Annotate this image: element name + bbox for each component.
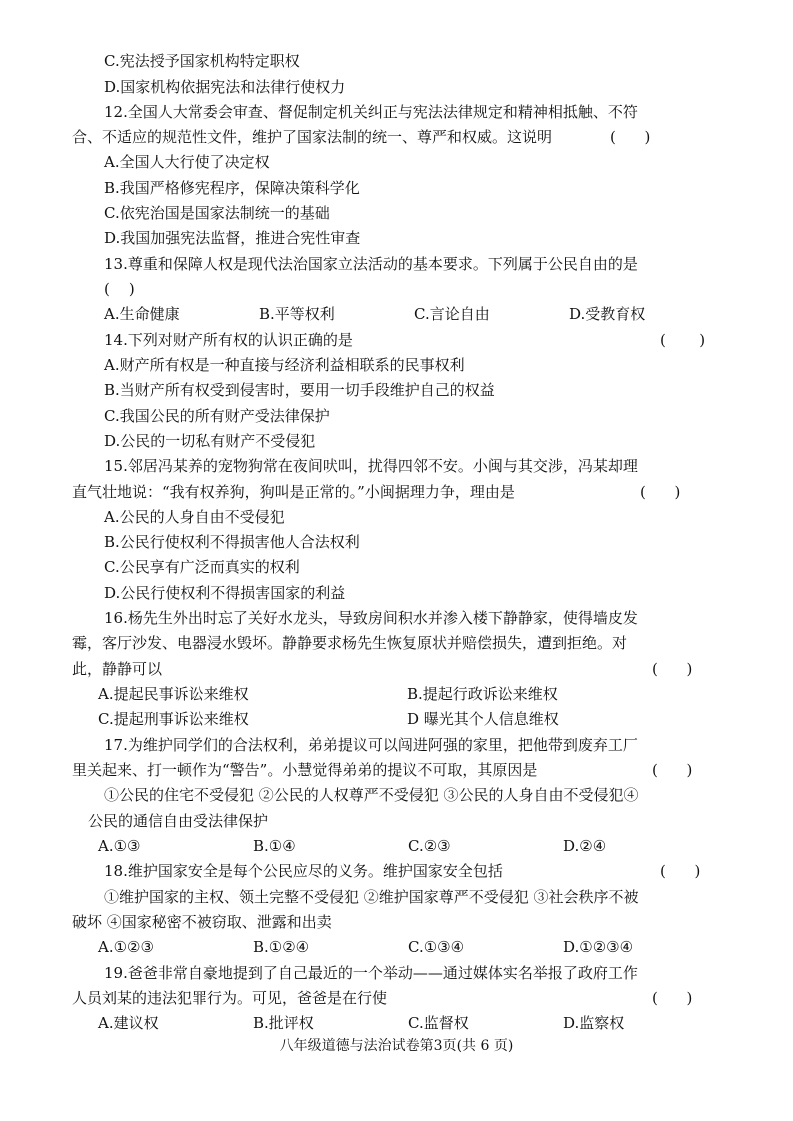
q16-option-c: C.提起刑事诉讼来维权 (98, 710, 249, 728)
q19-option-c: C.监督权 (408, 1014, 469, 1032)
q16-answer-paren: ( ) (652, 660, 693, 678)
q16-options-row2 (98, 709, 716, 729)
q12-option-d: D.我国加强宪法监督，推进合宪性审查 (104, 229, 361, 247)
q19-options (98, 1013, 718, 1033)
q14-stem-line1: 14.下列对财产所有权的认识正确的是 (104, 331, 353, 349)
q17-stem-line1: 17.为维护同学们的合法权利，弟弟提议可以闯进阿强的家里，把他带到废弃工厂 (104, 736, 638, 754)
q16-stem-line2: 霉，客厅沙发、电器浸水毁坏。静静要求杨先生恢复原状并赔偿损失，遭到拒绝。对 (72, 634, 628, 652)
q12-stem-line1: 12.全国人大常委会审查、督促制定机关纠正与宪法法律规定和精神相抵触、不符 (104, 103, 638, 121)
q14-option-a: A.财产所有权是一种直接与经济利益相联系的民事权利 (104, 356, 465, 374)
q15-option-a: A.公民的人身自由不受侵犯 (104, 508, 285, 526)
q13-option-c: C.言论自由 (414, 305, 490, 323)
q13-option-a: A.生命健康 (104, 305, 180, 323)
q16-stem-line3: 此，静静可以 (72, 660, 163, 678)
q17-items-line1: ①公民的住宅不受侵犯 ②公民的人权尊严不受侵犯 ③公民的人身自由不受侵犯④ (104, 786, 639, 804)
q18-options (98, 937, 718, 957)
q12-option-a: A.全国人大行使了决定权 (104, 153, 270, 171)
q15-option-b: B.公民行使权利不得损害他人合法权利 (104, 533, 360, 551)
q13-answer-paren: ( ) (104, 280, 135, 298)
q11-option-c: C.宪法授予国家机构特定职权 (104, 52, 300, 70)
q17-answer-paren: ( ) (652, 761, 693, 779)
q19-option-d: D.监察权 (563, 1014, 625, 1032)
q18-option-d: D.①②③④ (563, 938, 634, 956)
q15-answer-paren: ( ) (640, 483, 681, 501)
q18-items-line1: ①维护国家的主权、领土完整不受侵犯 ②维护国家尊严不受侵犯 ③社会秩序不被 (104, 888, 639, 906)
q17-option-c: C.②③ (408, 837, 451, 855)
q18-answer-paren: ( ) (660, 862, 701, 880)
q19-option-b: B.批评权 (253, 1014, 314, 1032)
q19-stem-line1: 19.爸爸非常自豪地提到了自己最近的一个举动——通过媒体实名举报了政府工作 (104, 964, 638, 982)
q14-option-d: D.公民的一切私有财产不受侵犯 (104, 432, 316, 450)
q15-stem-line1: 15.邻居冯某养的宠物狗常在夜间吠叫，扰得四邻不安。小闽与其交涉，冯某却理 (104, 457, 638, 475)
q17-options (98, 836, 718, 856)
q12-answer-paren: ( ) (610, 128, 651, 146)
q17-option-b: B.①④ (253, 837, 296, 855)
q11-option-d: D.国家机构依据宪法和法律行使权力 (104, 78, 346, 96)
q14-option-b: B.当财产所有权受到侵害时，要用一切手段维护自己的权益 (104, 381, 495, 399)
q13-stem-line1: 13.尊重和保障人权是现代法治国家立法活动的基本要求。下列属于公民自由的是 (104, 255, 638, 273)
q14-answer-paren: ( ) (660, 331, 706, 349)
q13-option-b: B.平等权利 (259, 305, 335, 323)
q13-option-d: D.受教育权 (569, 305, 646, 323)
q18-option-c: C.①③④ (408, 938, 465, 956)
q18-stem-line1: 18.维护国家安全是每个公民应尽的义务。维护国家安全包括 (104, 862, 503, 880)
q17-option-d: D.②④ (563, 837, 607, 855)
q18-option-a: A.①②③ (98, 938, 154, 956)
q12-stem-line2: 合、不适应的规范性文件，维护了国家法制的统一、尊严和权威。这说明 (72, 128, 553, 146)
q15-option-d: D.公民行使权利不得损害国家的利益 (104, 584, 346, 602)
q12-option-c: C.依宪治国是国家法制统一的基础 (104, 204, 330, 222)
q16-option-b: B.提起行政诉讼来维权 (407, 685, 558, 703)
q17-option-a: A.①③ (98, 837, 141, 855)
q16-option-d: D 曝光其个人信息维权 (407, 710, 559, 728)
q15-stem-line2: 直气壮地说：“我有权养狗，狗叫是正常的。”小闽据理力争，理由是 (72, 483, 515, 501)
q12-option-b: B.我国严格修宪程序，保障决策科学化 (104, 179, 360, 197)
q13-options (104, 304, 724, 324)
q18-items-line2: 破坏 ④国家秘密不被窃取、泄露和出卖 (72, 913, 332, 931)
q16-options-row1 (98, 684, 716, 704)
q19-option-a: A.建议权 (98, 1014, 159, 1032)
q17-stem-line2: 里关起来、打一顿作为“警告”。小慧觉得弟弟的提议不可取，其原因是 (72, 761, 538, 779)
q17-items-line2: 公民的通信自由受法律保护 (88, 812, 269, 830)
q15-option-c: C.公民享有广泛而真实的权利 (104, 558, 300, 576)
page-footer: 八年级道德与法治试卷第3页(共 6 页) (279, 1038, 514, 1054)
q16-option-a: A.提起民事诉讼来维权 (98, 685, 249, 703)
q16-stem-line1: 16.杨先生外出时忘了关好水龙头，导致房间积水并渗入楼下静静家，使得墙皮发 (104, 609, 638, 627)
q18-option-b: B.①②④ (253, 938, 310, 956)
q19-answer-paren: ( ) (652, 989, 693, 1007)
q19-stem-line2: 人员刘某的违法犯罪行为。可见，爸爸是在行使 (72, 989, 388, 1007)
q14-option-c: C.我国公民的所有财产受法律保护 (104, 407, 330, 425)
